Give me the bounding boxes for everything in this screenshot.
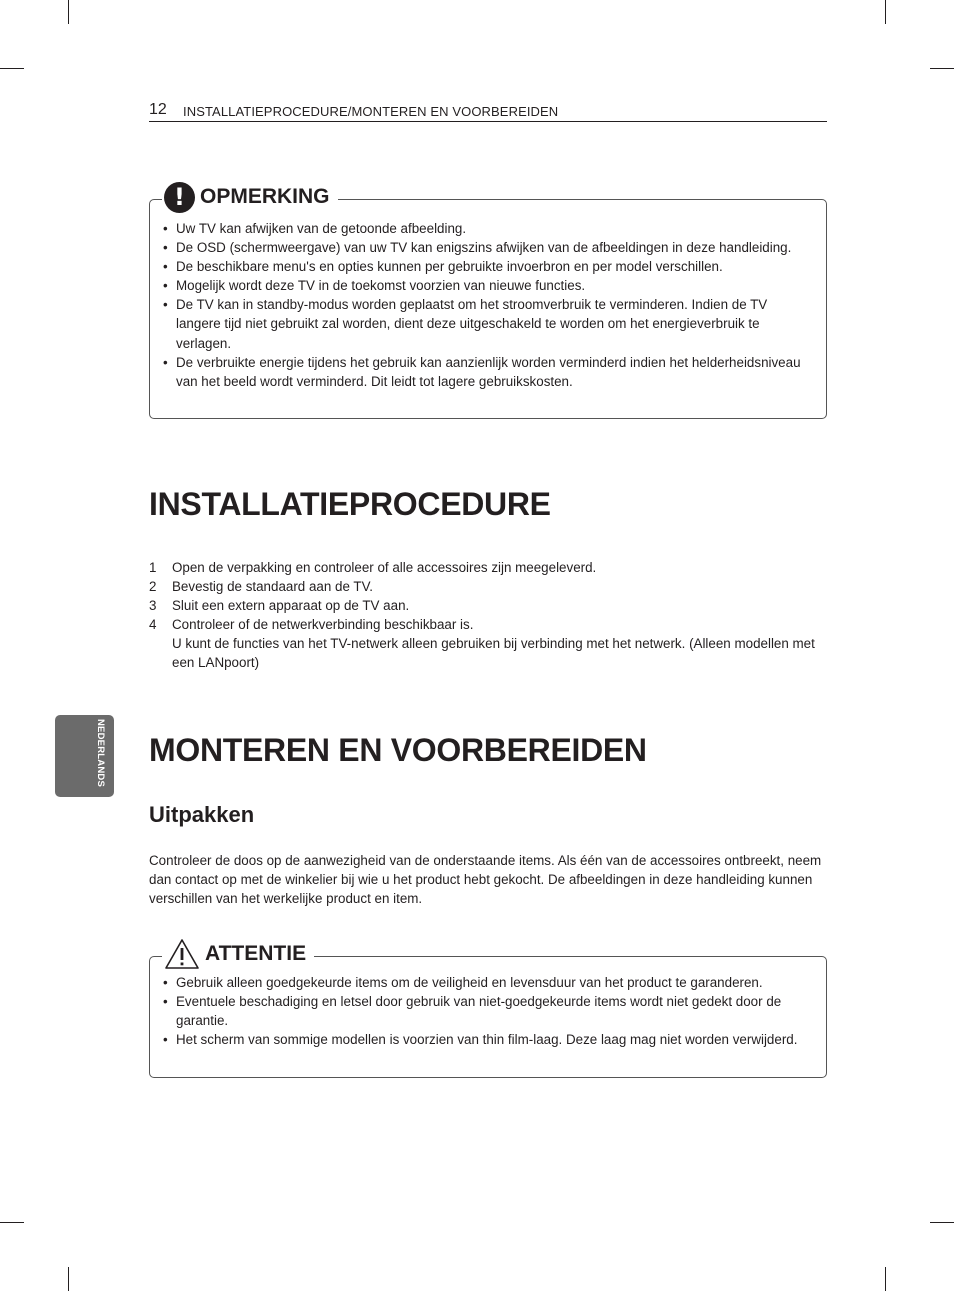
- step-number: 1: [149, 560, 157, 575]
- step-text: Sluit een extern apparaat op de TV aan.: [172, 598, 410, 614]
- caution-box: [149, 942, 827, 1078]
- bullet-item: • Eventuele beschadiging en letsel door gebruik van niet-goedgekeurde items wordt niet gedekt door de garantie.: [176, 992, 810, 1030]
- step-item: [149, 558, 829, 577]
- crop-mark: [68, 0, 69, 24]
- bullet-item: • Gebruik alleen goedgekeurde items om de veiligheid en levensduur van het product te garanderen.: [176, 973, 810, 992]
- mounting-heading: MONTEREN EN VOORBEREIDEN: [149, 732, 647, 768]
- bullet-item: • Mogelijk wordt deze TV in de toekomst voorzien van nieuwe functies.: [176, 276, 810, 295]
- installation-steps: [149, 558, 829, 673]
- warning-triangle-icon: [164, 938, 200, 970]
- note-title: OPMERKING: [200, 185, 330, 208]
- step-text: Open de verpakking en controleer of alle accessoires zijn meegeleverd.: [172, 560, 597, 575]
- note-box: [149, 182, 827, 419]
- language-tab: [55, 715, 114, 797]
- bullet-item: • De TV kan in standby-modus worden geplaatst om het stroomverbruik te verminderen. Indien de TV langere tijd niet gebruikt zal worden, dient deze uitgeschakeld te worden om het energieverbruik te verlagen.: [176, 295, 810, 352]
- crop-mark: [930, 68, 954, 69]
- caution-title: ATTENTIE: [205, 942, 307, 965]
- note-list: [150, 219, 826, 391]
- crop-mark: [930, 1222, 954, 1223]
- step-number: 4: [149, 617, 157, 633]
- crop-mark: [885, 0, 886, 24]
- crop-mark: [0, 68, 24, 69]
- bullet-item: • De beschikbare menu's en opties kunnen per gebruikte invoerbron en per model verschillen.: [176, 257, 810, 276]
- crop-mark: [0, 1222, 24, 1223]
- bullet-item: • Het scherm van sommige modellen is voorzien van thin film-laag. Deze laag mag niet worden verwijderd.: [176, 1030, 810, 1049]
- crop-mark: [885, 1267, 886, 1291]
- unpacking-subheading: Uitpakken: [149, 802, 255, 827]
- step-item: [149, 615, 829, 672]
- language-tab-label: NEDERLANDS: [95, 719, 106, 787]
- unpacking-paragraph: Controleer de doos op de aanwezigheid van de onderstaande items. Als één van de accessoires ontbreekt, neem dan contact op met de winkelier bij wie u het product hebt gekocht. De afbeeldingen in deze handleiding kunnen verschillen van het werkelijke product en item.: [149, 853, 822, 907]
- bullet-item: • De OSD (schermweergave) van uw TV kan enigszins afwijken van de afbeeldingen in deze handleiding.: [176, 238, 810, 257]
- step-item: [149, 577, 829, 596]
- exclamation-icon: !: [164, 182, 195, 213]
- crop-mark: [68, 1267, 69, 1291]
- page-number: 12: [149, 101, 167, 118]
- step-text: Bevestig de standaard aan de TV.: [172, 579, 374, 595]
- note-header: [162, 180, 338, 214]
- step-text: U kunt de functies van het TV-netwerk alleen gebruiken bij verbinding met het netwerk. (Alleen modellen met een LANpoort): [172, 636, 815, 671]
- bullet-item: • Uw TV kan afwijken van de getoonde afbeelding.: [176, 219, 810, 238]
- step-item: [149, 596, 829, 615]
- installation-heading: INSTALLATIEPROCEDURE: [149, 486, 551, 522]
- step-text: Controleer of de netwerkverbinding beschikbaar is.: [172, 617, 474, 633]
- bullet-item: • De verbruikte energie tijdens het gebruik kan aanzienlijk worden verminderd indien het helderheidsniveau van het beeld wordt verminderd. Dit leidt tot lagere gebruikskosten.: [176, 353, 810, 391]
- running-header: [149, 101, 827, 122]
- step-number: 2: [149, 579, 157, 595]
- caution-list: [150, 973, 826, 1049]
- running-title: INSTALLATIEPROCEDURE/MONTEREN EN VOORBEREIDEN: [183, 104, 559, 119]
- step-number: 3: [149, 598, 157, 614]
- caution-header: [162, 937, 314, 971]
